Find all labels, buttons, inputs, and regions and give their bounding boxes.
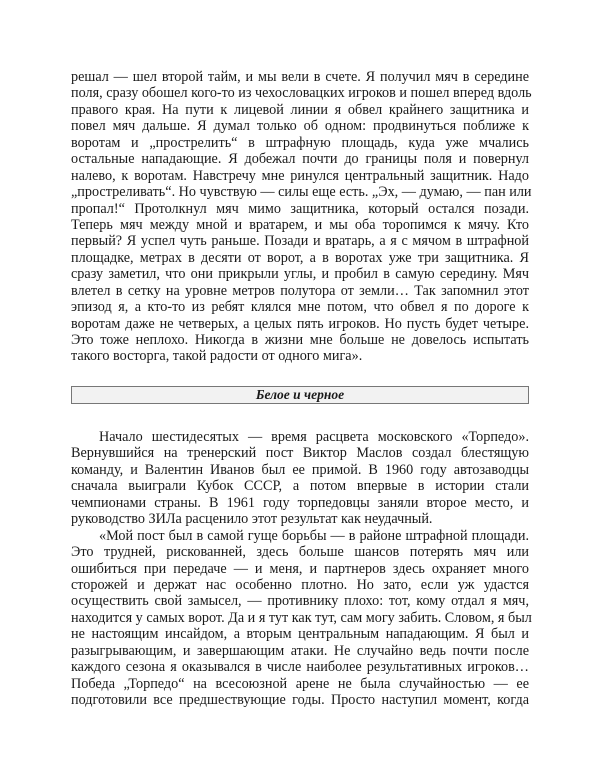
text-line: воротам и „прострелить“ в штрафную площадь, куда уже мчались: [71, 134, 529, 151]
text-line: находится у самых ворот. Да и я тут как тут, сам могу забить. Словом, я был: [71, 609, 532, 626]
text-line: Теперь мяч между мной и вратарем, и мы оба торопимся к мячу. Кто: [71, 216, 529, 233]
text-line: „простреливать“. Но чувствую — силы еще есть. „Эх, — думаю, — пан или: [71, 184, 532, 201]
text-line: Начало шестидесятых — время расцвета московского «Торпедо».: [99, 429, 529, 445]
text-line: пропал!“ Протолкнул мяч мимо защитника, который остался позади.: [71, 200, 529, 217]
text-line: не настоящим инсайдом, а вторым центральным нападающим. Я был и: [71, 626, 529, 643]
text-line: остальные нападающие. Я добежал почти до границы поля и повернул: [71, 151, 529, 168]
text-line: подготовили все предшествующие годы. Просто наступил момент, когда: [71, 692, 529, 708]
text-line: Это трудней, рискованней, здесь больше шансов потерять мяч или: [71, 544, 529, 561]
text-line: каждого сезона я оказывался в числе наиболее результативных игроков…: [71, 659, 529, 676]
text-line: осуществить свой замысел, — противнику плохо: тот, кому отдал я мяч,: [71, 593, 529, 610]
text-line: решал — шел второй тайм, и мы вели в счете. Я получил мяч в середине: [71, 69, 529, 85]
body-text-2: [71, 429, 532, 708]
text-line: влетел в сетку на уровне метров полутора от земли… Так запомнил этот: [71, 282, 529, 299]
text-line: Вернувшийся на тренерский пост Виктор Маслов создал блестящую: [71, 445, 529, 462]
text-line: повел мяч дальше. Я думал только об одном: продвинуться поближе к: [71, 118, 529, 135]
text-line: чемпионами страны. В 1961 году торпедовцы заняли второе место, и: [71, 494, 529, 511]
text-line: команду, и Валентин Иванов был ее примой. В 1960 году автозаводцы: [71, 461, 529, 478]
text-line: воротам даже не четверых, а целых пять игроков. Но пусть будет четыре.: [71, 315, 529, 332]
section-heading: Белое и черное: [71, 386, 529, 404]
text-line: ошибиться при передаче — и меня, и партнеров здесь охраняет много: [71, 560, 529, 577]
text-line: такого восторга, такой радости от одного мига».: [71, 348, 363, 365]
text-line: площадке, метрах в десяти от ворот, а в воротах уже три защитника. Я: [71, 249, 529, 266]
paragraph-2: [71, 429, 529, 528]
text-line: Это тоже неплохо. Никогда в жизни мне больше не довелось испытать: [71, 332, 529, 348]
text-line: сразу заметил, что они прикрыли углы, и пробил в самую середину. Мяч: [71, 266, 529, 283]
text-line: Победа „Торпедо“ на всесоюзной арене не была случайностью — ее: [71, 675, 529, 692]
paragraph-3: [71, 527, 532, 709]
text-line: первый? Я успел чуть раньше. Позади и вратарь, а я с мячом в штрафной: [71, 233, 529, 250]
text-line: поля, сразу обошел кого-то из чехословацких игроков и пошел вперед вдоль: [71, 85, 532, 102]
text-line: «Мой пост был в самой гуще борьбы — в районе штрафной площади.: [99, 527, 529, 544]
text-line: налево, к воротам. Навстречу мне ринулся центральный защитник. Надо: [71, 167, 529, 184]
text-line: руководство ЗИЛа расценило этот результат как неудачный.: [71, 511, 433, 528]
paragraph-1: [71, 69, 532, 365]
text-line: правого края. На пути к лицевой линии я обвел крайнего защитника и: [71, 101, 529, 118]
text-line: разыгрывающим, и завершающим атаки. Не случайно ведь почти после: [71, 642, 529, 659]
text-line: эпизод я, а кто-то из ребят клялся мне потом, что обвел я по дороге к: [71, 299, 529, 316]
text-line: сначала выиграли Кубок СССР, а потом впервые в истории стали: [71, 478, 529, 495]
text-line: сторожей и держат нас особенно плотно. Но зато, если уж удастся: [71, 576, 529, 593]
